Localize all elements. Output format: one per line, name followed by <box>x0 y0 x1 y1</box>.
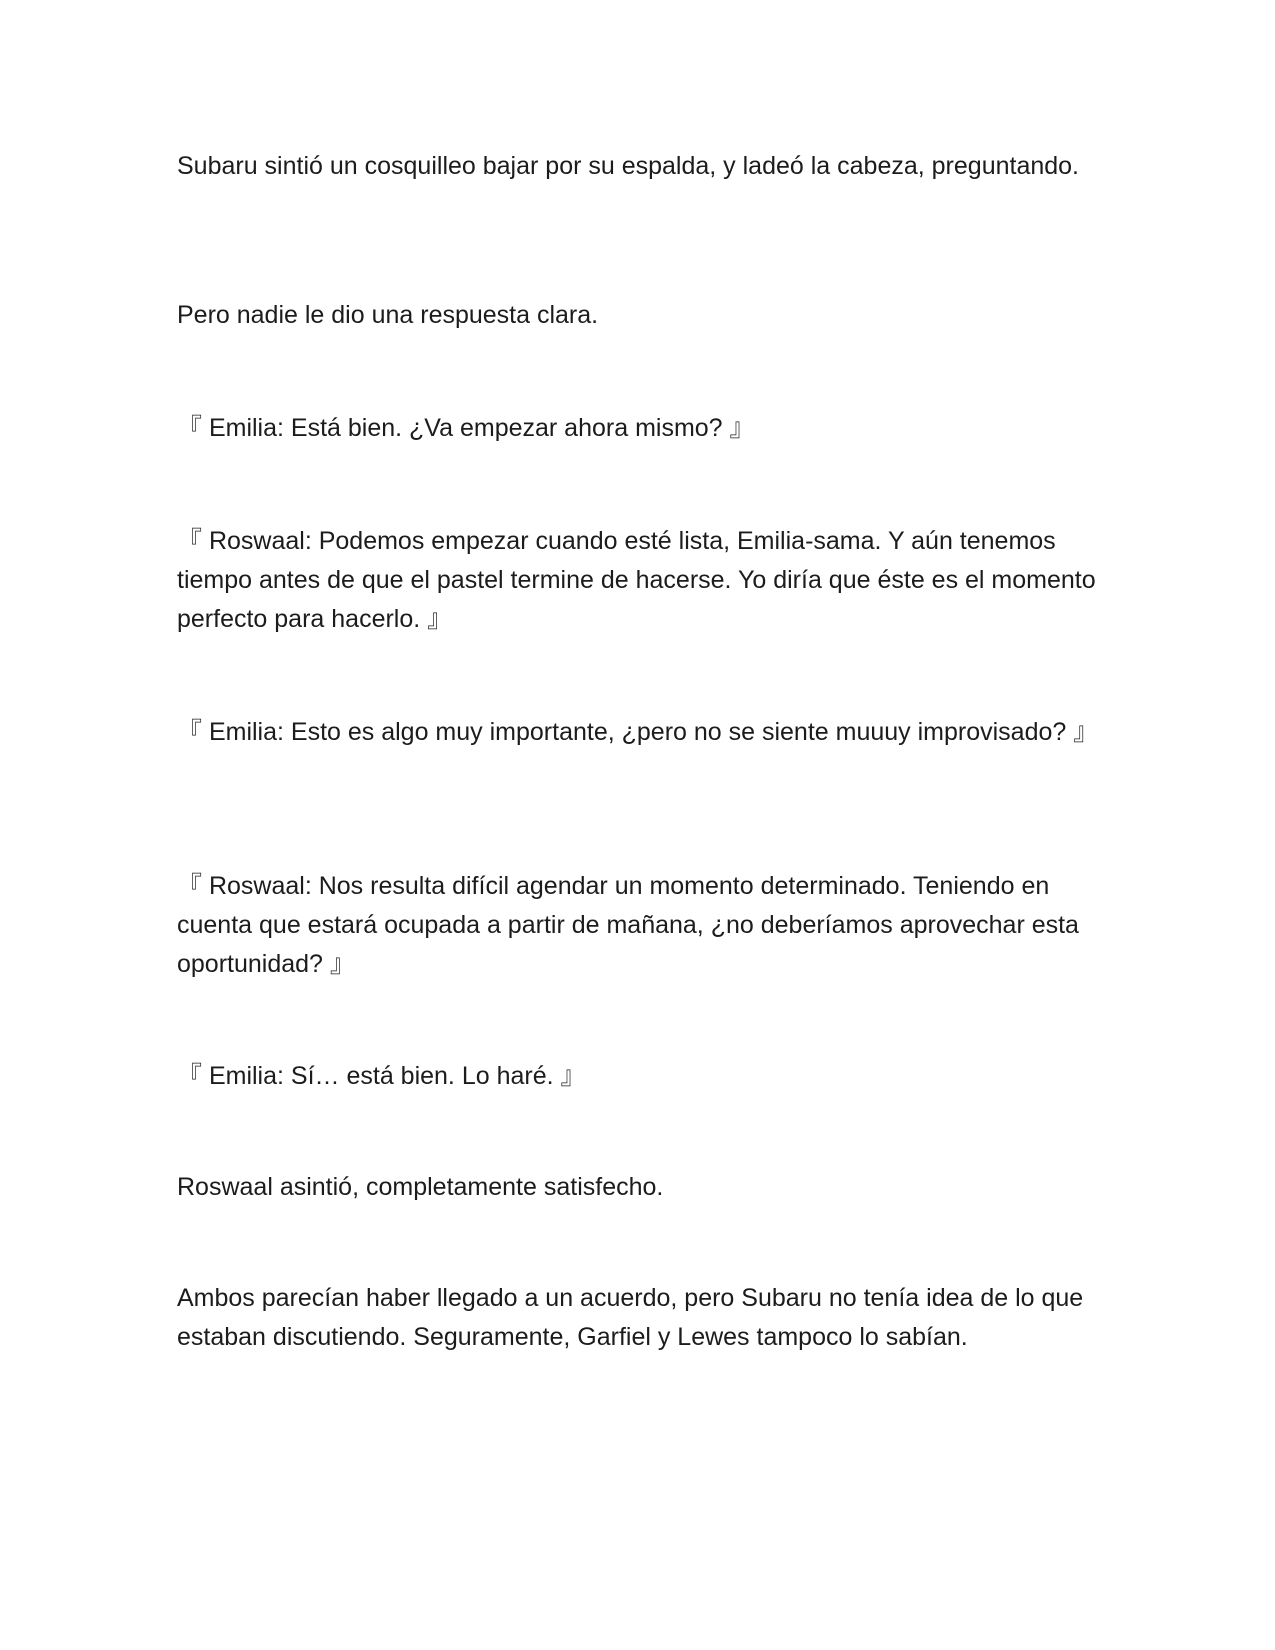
dialogue-paragraph: 『 Roswaal: Nos resulta difícil agendar un momento determinado. Teniendo en cuenta que estará ocupada a partir de mañana, ¿no deberíamos aprovechar esta oportunidad? 』 <box>177 872 1079 978</box>
dialogue-paragraph: 『 Roswaal: Podemos empezar cuando esté lista, Emilia-sama. Y aún tenemos tiempo antes de que el pastel termine de hacerse. Yo diría que éste es el momento perfecto para hacerlo. 』 <box>177 527 1096 633</box>
dialogue-paragraph: 『 Emilia: Está bien. ¿Va empezar ahora mismo? 』 <box>177 414 755 442</box>
dialogue-paragraph: 『 Emilia: Esto es algo muy importante, ¿pero no se siente muuuy improvisado? 』 <box>177 718 1099 746</box>
dialogue-paragraph: 『 Emilia: Sí… está bien. Lo haré. 』 <box>177 1062 586 1090</box>
narration-paragraph: Roswaal asintió, completamente satisfecho. <box>177 1173 664 1201</box>
narration-paragraph: Pero nadie le dio una respuesta clara. <box>177 301 599 329</box>
narration-paragraph: Ambos parecían haber llegado a un acuerdo, pero Subaru no tenía idea de lo que estaban discutiendo. Seguramente, Garfiel y Lewes tampoco lo sabían. <box>177 1284 1084 1351</box>
narration-paragraph: Subaru sintió un cosquilleo bajar por su espalda, y ladeó la cabeza, preguntando. <box>177 152 1080 180</box>
